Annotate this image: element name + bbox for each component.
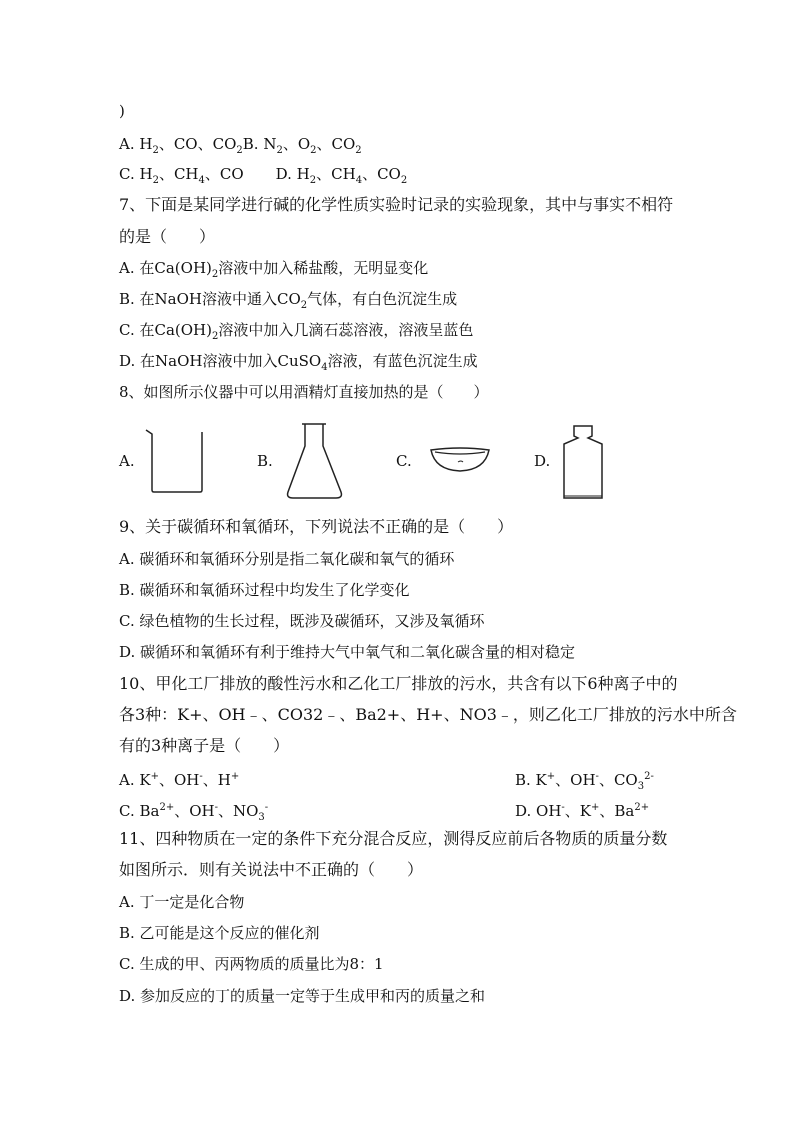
q9-option-c: C. 绿色植物的生长过程，既涉及碳循环，又涉及氧循环 <box>119 612 485 630</box>
text: 、OH <box>174 802 215 820</box>
q11-option-b: B. 乙可能是这个反应的催化剂 <box>119 924 320 942</box>
q6-d-text: 、CH <box>316 165 356 183</box>
q6-c-text: C. H <box>119 165 153 183</box>
evaporating-dish-figure <box>425 420 495 505</box>
q10-stem: 有的3种离子是（ ） <box>119 736 290 755</box>
q6-c-text: 、CH <box>158 165 199 183</box>
q11-option-d: D. 参加反应的丁的质量一定等于生成甲和丙的质量之和 <box>119 987 486 1005</box>
text: 溶液中加入稀盐酸，无明显变化 <box>218 259 429 277</box>
q10-stem: 10、甲化工厂排放的酸性污水和乙化工厂排放的污水，共含有以下6种离子中的 <box>119 674 678 693</box>
text: B. 在NaOH溶液中通入CO <box>119 290 301 308</box>
q8-stem: 8、如图所示仪器中可以用酒精灯直接加热的是（ ） <box>119 383 489 401</box>
text: C. 在Ca(OH) <box>119 321 212 339</box>
q11-option-a: A. 丁一定是化合物 <box>119 893 245 911</box>
sup: + <box>591 802 600 813</box>
q8-label-a: A. <box>119 452 135 470</box>
text: 、OH <box>158 771 200 789</box>
sub: 2 <box>211 269 219 280</box>
q11-option-c: C. 生成的甲、丙两物质的质量比为8：1 <box>119 955 384 973</box>
q7-stem: 的是（ ） <box>119 227 216 246</box>
text: A. 在Ca(OH) <box>119 259 212 277</box>
q9-stem: 9、关于碳循环和氧循环，下列说法不正确的是（ ） <box>119 517 514 536</box>
q9-option-b: B. 碳循环和氧循环过程中均发生了化学变化 <box>119 581 410 599</box>
q8-label-d: D. <box>534 452 551 470</box>
q10-options-cd <box>119 798 650 828</box>
text: 、Ba <box>599 802 635 820</box>
q7-stem: 7、下面是某同学进行碱的化学性质实验时记录的实验现象，其中与事实不相符 <box>119 195 674 214</box>
sub: 3 <box>258 812 265 823</box>
q6-a-text: A. H <box>119 135 153 153</box>
sup: - <box>264 802 269 813</box>
q6-tail: ) <box>119 102 125 120</box>
text: 溶液中加入几滴石蕊溶液，溶液呈蓝色 <box>218 321 474 339</box>
q6-c-text: 、CO <box>204 165 244 183</box>
sub: 2 <box>152 145 159 156</box>
text: 、K <box>564 802 592 820</box>
q10-option-d <box>515 798 649 821</box>
sup: 2- <box>644 771 654 782</box>
text: 、NO <box>217 802 259 820</box>
sup: 2+ <box>159 802 175 813</box>
text: D. OH <box>515 802 562 820</box>
sub: 4 <box>321 362 328 373</box>
sub: 2 <box>355 145 362 156</box>
q8-label-c: C. <box>396 452 412 470</box>
q6-d-text: D. H <box>275 165 310 183</box>
q11-stem: 11、四种物质在一定的条件下充分混合反应，测得反应前后各物质的质量分数 <box>119 829 668 848</box>
text: D. 在NaOH溶液中加入CuSO <box>119 352 322 370</box>
sub: 2 <box>152 175 159 186</box>
text: 、H <box>202 771 231 789</box>
sub: 2 <box>211 331 219 342</box>
q9-option-a: A. 碳循环和氧循环分别是指二氧化碳和氧气的循环 <box>119 550 455 568</box>
q6-b-text: 、O <box>282 135 311 153</box>
sub: 2 <box>300 300 308 311</box>
q6-options-ab <box>119 134 362 161</box>
q10-stem: 各3种：K+、OH﹣、CO32﹣、Ba2+、H+、NO3﹣，则乙化工厂排放的污水中所含 <box>119 705 737 724</box>
sup: - <box>595 771 599 782</box>
sub: 4 <box>198 175 205 186</box>
sup: 2+ <box>634 802 650 813</box>
q6-d-text: 、CO <box>362 165 401 183</box>
sub: 4 <box>355 175 363 186</box>
q6-b-text: B. N <box>242 135 277 153</box>
sub: 3 <box>637 781 645 792</box>
sup: - <box>561 802 565 813</box>
q7-option-c <box>119 320 473 347</box>
sup: - <box>214 802 218 813</box>
conical-flask-figure <box>280 420 350 505</box>
text: 气体，有白色沉淀生成 <box>307 290 458 308</box>
text: 溶液，有蓝色沉淀生成 <box>327 352 478 370</box>
q9-option-d: D. 碳循环和氧循环有利于维持大气中氧气和二氧化碳含量的相对稳定 <box>119 643 576 661</box>
sub: 2 <box>400 175 408 186</box>
text: A. K <box>119 771 151 789</box>
sup: + <box>150 771 159 782</box>
q7-option-a <box>119 258 428 285</box>
sub: 2 <box>309 175 317 186</box>
sup: + <box>546 771 556 782</box>
q8-label-b: B. <box>257 452 273 470</box>
q7-option-b <box>119 289 457 316</box>
sub: 2 <box>276 145 283 156</box>
q6-options-cd <box>119 164 407 191</box>
reagent-bottle-figure <box>560 422 610 502</box>
q6-b-text: 、CO <box>316 135 356 153</box>
text: 、OH <box>555 771 596 789</box>
q11-stem: 如图所示．则有关说法中不正确的（ ） <box>119 860 424 879</box>
q10-option-b <box>515 767 654 797</box>
text: B. K <box>515 771 547 789</box>
beaker-figure <box>140 420 210 505</box>
text: C. Ba <box>119 802 160 820</box>
sub: 2 <box>236 145 243 156</box>
q10-options-ab <box>119 767 654 792</box>
text: 、CO <box>598 771 638 789</box>
sup: - <box>199 771 203 782</box>
q7-option-d <box>119 351 478 378</box>
sup: + <box>230 771 240 782</box>
sub: 2 <box>310 145 317 156</box>
q6-a-text: 、CO、CO <box>158 135 237 153</box>
